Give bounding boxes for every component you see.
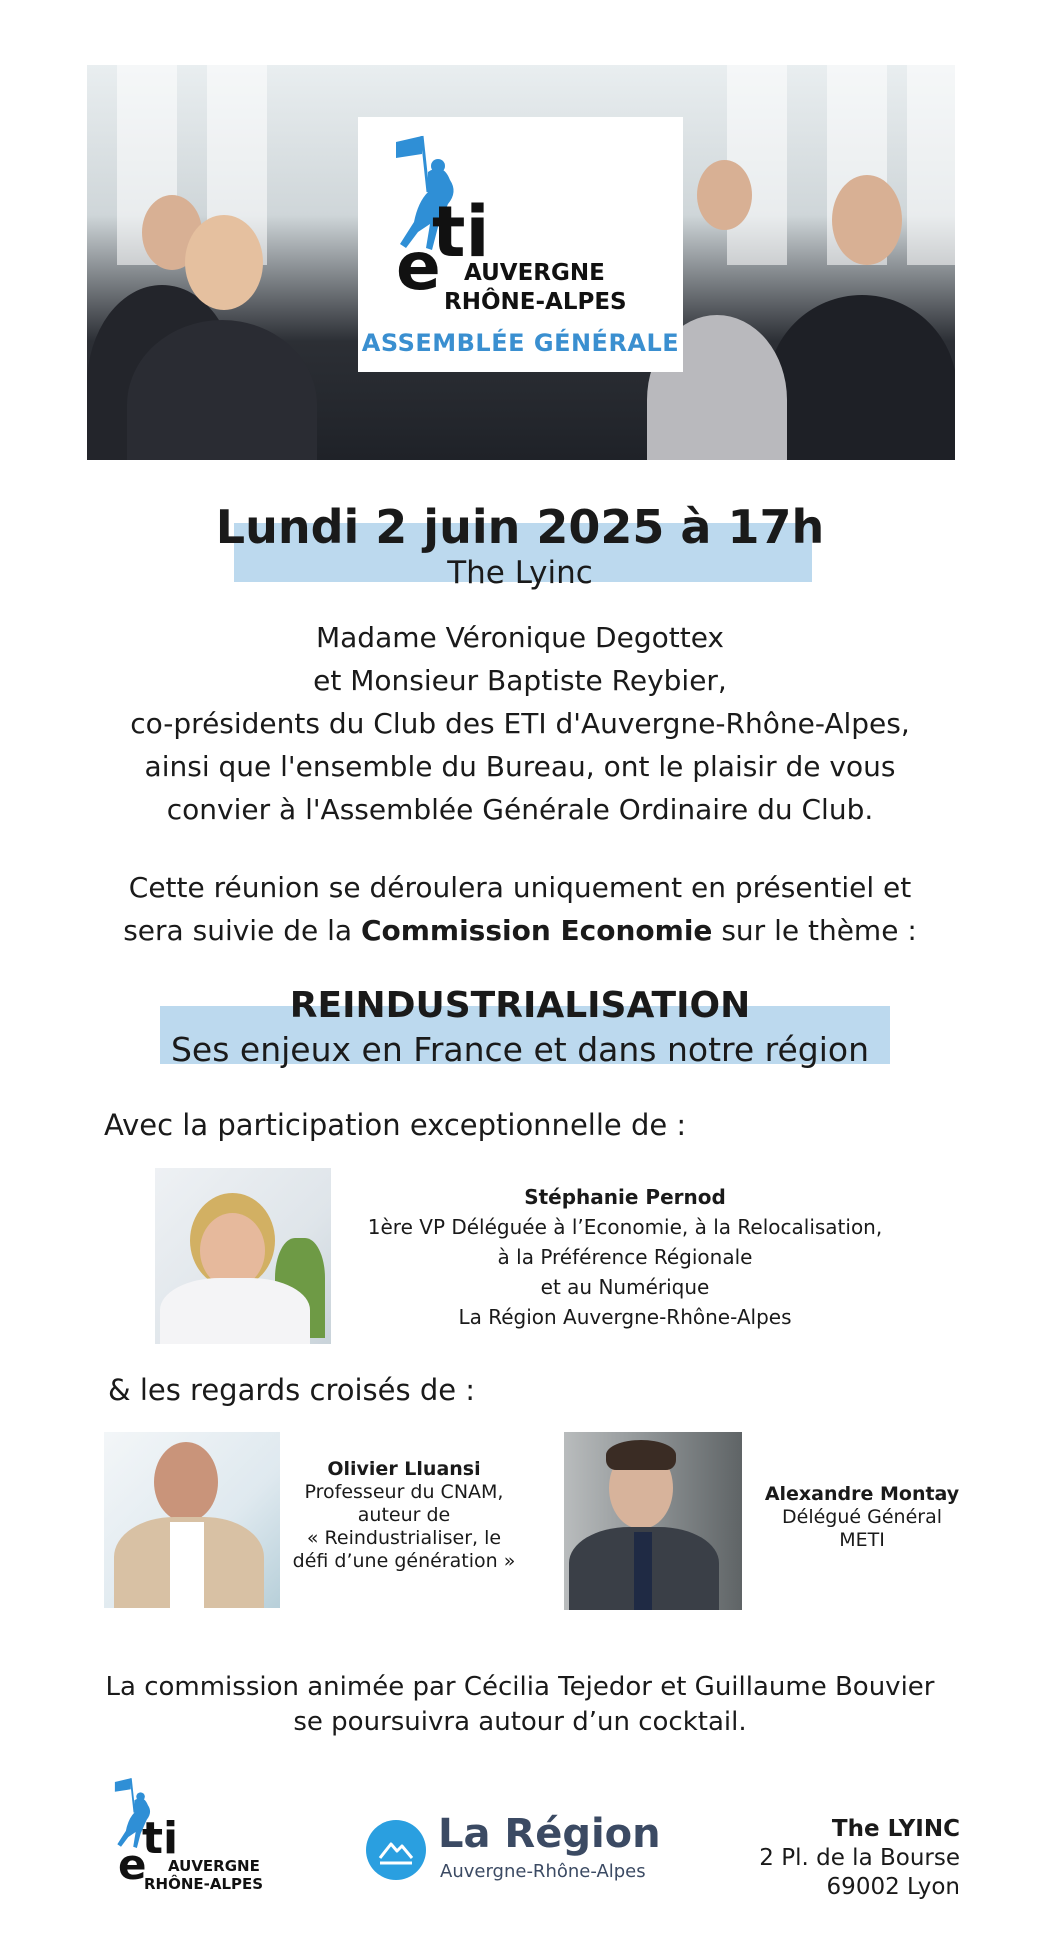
guest-role-line: 1ère VP Déléguée à l’Economie, à la Relocalisation, [367, 1215, 883, 1239]
intro-paragraph [0, 616, 1040, 831]
audience-person [767, 295, 955, 460]
intro-line: Madame Véronique Degottex [315, 621, 724, 654]
speaker-card-montay [752, 1483, 972, 1552]
logo-line-rhone-alpes: RHÔNE-ALPES [144, 1875, 264, 1893]
speaker-role-line: METI [839, 1529, 885, 1551]
eti-ti-letters: ti [142, 1813, 179, 1864]
speaker-photo-lluansi [104, 1432, 280, 1608]
event-date: Lundi 2 juin 2025 à 17h [215, 500, 825, 554]
logo-line-auvergne: AUVERGNE [464, 260, 605, 286]
eti-logo-card [358, 117, 683, 372]
region-mountain-icon [366, 1820, 426, 1880]
guest-role-line: La Région Auvergne-Rhône-Alpes [458, 1305, 792, 1329]
guest-role-line: et au Numérique [540, 1275, 710, 1299]
meeting-text: sera suivie de la [123, 914, 361, 947]
closing-paragraph [0, 1670, 1040, 1740]
hero-banner-photo [87, 65, 955, 460]
closing-line: La commission animée par Cécilia Tejedor et Guillaume Bouvier [105, 1672, 935, 1702]
speaker-role-line: défi d’une génération » [292, 1550, 516, 1572]
eti-e-letter: e [396, 228, 441, 305]
venue-address-line: 69002 Lyon [826, 1874, 960, 1900]
window [907, 65, 955, 265]
speaker-role-line: Professeur du CNAM, [304, 1481, 504, 1503]
speaker-photo-montay [564, 1432, 742, 1610]
intro-line: convier à l'Assemblée Générale Ordinaire du Club. [166, 793, 874, 826]
venue-name: The LYINC [831, 1816, 960, 1842]
speaker-name: Olivier Lluansi [327, 1458, 481, 1480]
region-name: La Région [438, 1811, 661, 1857]
footer-venue-address [759, 1815, 960, 1902]
assemblee-generale-title: ASSEMBLÉE GÉNÉRALE [361, 329, 680, 357]
commission-name: Commission Economie [360, 914, 713, 947]
region-subtitle: Auvergne-Rhône-Alpes [440, 1861, 646, 1882]
meeting-line [0, 909, 1040, 952]
guest-photo [155, 1168, 331, 1344]
audience-head [832, 175, 902, 265]
event-venue: The Lyinc [447, 555, 593, 591]
meeting-line: Cette réunion se déroulera uniquement en présentiel et [128, 871, 912, 904]
footer-eti-logo [108, 1775, 278, 1900]
logo-line-auvergne: AUVERGNE [168, 1857, 260, 1875]
speaker-role-line: Délégué Général [782, 1506, 942, 1528]
closing-line: se poursuivra autour d’un cocktail. [293, 1707, 747, 1737]
participation-heading: Avec la participation exceptionnelle de : [104, 1108, 687, 1142]
guest-role-line: à la Préférence Régionale [497, 1245, 753, 1269]
speaker-name: Alexandre Montay [764, 1483, 960, 1505]
meeting-text: sur le thème : [712, 914, 917, 947]
topic-title: REINDUSTRIALISATION [289, 985, 751, 1026]
speaker-card-lluansi [284, 1458, 524, 1573]
audience-head [697, 160, 752, 230]
intro-line: et Monsieur Baptiste Reybier, [313, 664, 727, 697]
guest-name: Stéphanie Pernod [524, 1185, 726, 1209]
logo-line-rhone-alpes: RHÔNE-ALPES [444, 289, 627, 315]
eti-e-letter: e [118, 1840, 147, 1889]
eti-ti-letters: ti [432, 191, 490, 273]
speaker-role-line: auteur de [357, 1504, 451, 1526]
intro-line: co-présidents du Club des ETI d'Auvergne-Rhône-Alpes, [130, 707, 910, 740]
venue-address-line: 2 Pl. de la Bourse [759, 1845, 960, 1871]
intro-line: ainsi que l'ensemble du Bureau, ont le plaisir de vous [144, 750, 896, 783]
topic-subtitle: Ses enjeux en France et dans notre région [170, 1030, 870, 1069]
speaker-role-line: « Reindustrialiser, le [306, 1527, 502, 1549]
guest-card [360, 1182, 890, 1332]
meeting-paragraph [0, 866, 1040, 952]
regards-heading: & les regards croisés de : [108, 1373, 476, 1407]
audience-head [185, 215, 263, 310]
